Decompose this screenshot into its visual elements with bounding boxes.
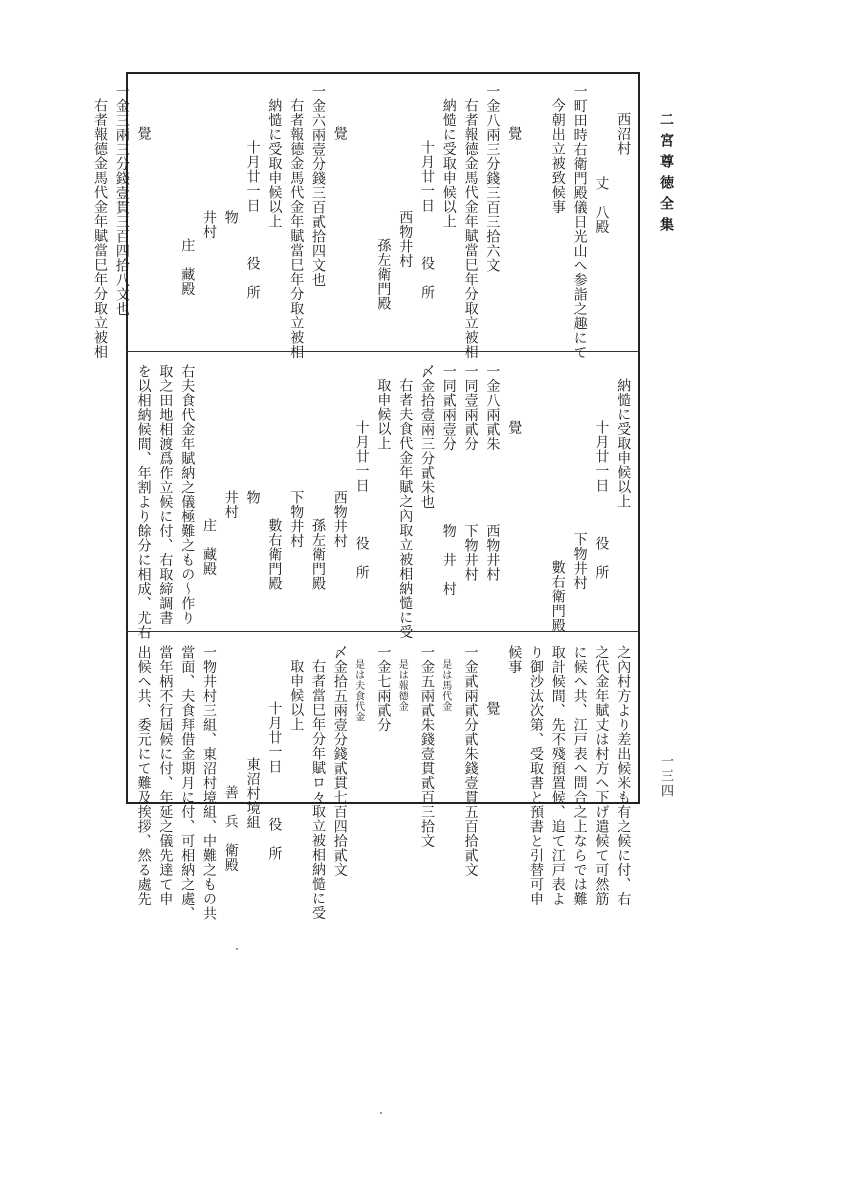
text-column: 右者報德金馬代金年賦當巳年分取立被相 [462, 98, 479, 359]
text-column: 一町田時右衛門殿儀日光山へ参詣之趣にて [571, 84, 588, 360]
text-column: 取申候以上 [375, 378, 392, 451]
text-column: 西沼村 [615, 112, 632, 156]
text-column: 十月廿一日 役 所 [353, 420, 370, 580]
text-column: 物 [244, 490, 261, 505]
text-column: 右者報德金馬代金年賦當巳年分取立被相 [288, 98, 305, 359]
text-column: 孫左衛門殿 [310, 518, 326, 591]
text-column: 今朝出立被致候事 [549, 98, 566, 214]
text-column: 右夫食代金年賦納之儀極難之もの〜作り [179, 364, 196, 625]
text-column: 一同壹兩貳分 下物井村 [462, 364, 479, 582]
text-column: 一金三兩三分錢壹貫三百四拾八文也 [113, 84, 130, 316]
text-column: 是は馬代金 [439, 659, 451, 712]
text-column: 井村 [222, 490, 239, 519]
text-column: を以相納候間、年割より餘分に相成、尤右 [135, 364, 152, 640]
text-column: 一金八兩貳朱 西物井村 [484, 364, 501, 582]
text-column: 出候へ共、委元にて難及挨拶、然る處先 [135, 645, 152, 906]
section-upper [92, 76, 638, 360]
text-column: 右者報德金馬代金年賦當巳年分取立被相 [92, 98, 108, 359]
text-column: 納慥に受取申候以上 [266, 98, 283, 229]
text-column: 之代金年賦丈は村方へ下げ遣候て可然筋 [593, 645, 610, 906]
text-column: 物 [222, 210, 239, 225]
text-column: り御沙汰次第、受取書と預書と引替可申 [528, 645, 544, 906]
text-column: 東沼村境組 [244, 757, 261, 830]
text-column: 庄 藏殿 [179, 238, 196, 296]
text-column: 十月廿一日 役 所 [266, 701, 283, 861]
scan-speck [380, 1112, 382, 1114]
text-column: 是は報德金 [396, 659, 408, 712]
text-column: 取申候以上 [288, 659, 305, 732]
text-column: 數右衛門殿 [266, 518, 283, 591]
text-column: 數右衛門殿 [549, 560, 566, 633]
text-column: 一同貳兩壹分 物 井 村 [440, 364, 457, 596]
text-column: 取計候間、先不殘預置候、追て江戸表よ [549, 645, 566, 906]
text-column: 一金五兩貳朱錢壹貫貳百三拾文 [419, 645, 435, 848]
section-middle [128, 356, 638, 640]
scan-speck [236, 948, 238, 950]
text-column: 丈 八殿 [593, 176, 610, 234]
text-column: 納慥に受取申候以上 [440, 98, 457, 229]
text-column: 下物井村 [288, 490, 305, 548]
text-column: 〆金拾壹兩三分貳朱也 [419, 364, 435, 509]
text-column: 一金七兩貳分 [375, 645, 392, 732]
text-column: 善 兵 衛殿 [222, 785, 239, 872]
text-column: 下物井村 [571, 532, 588, 590]
text-column: 覺 [484, 701, 501, 716]
running-title: 二宮尊徳全集 [658, 112, 674, 238]
section-divider-1 [126, 351, 640, 352]
text-column: 十月廿一日 役 所 [593, 420, 610, 580]
text-column: に候へ共、江戸表へ問合之上ならでは難 [571, 645, 588, 906]
text-column: 右者夫食代金年賦之內取立被相納慥に受 [397, 378, 414, 639]
text-column: 右者當巳年分年賦ロ々取立被相納慥に受 [310, 659, 326, 920]
text-column: 當年柄不行屆候に付、年延之儀先達て申 [157, 645, 174, 906]
text-column: 〆金拾五兩壹分錢貳貫七百四拾貳文 [331, 645, 348, 877]
text-column: 當面、夫食拜借金期月に付、可相納之處、 [179, 645, 196, 921]
text-column: 庄 藏殿 [201, 518, 217, 576]
text-column: 一金八兩三分錢三百三拾六文 [484, 84, 501, 273]
text-column: 一物井村三組、東沼村境組、中難之もの共 [201, 645, 217, 921]
text-column: 之內村方より差出候米も有之候に付、右 [615, 645, 632, 906]
text-column: 覺 [331, 126, 348, 141]
text-column: 西物井村 [331, 490, 348, 548]
text-column: 十月廿一日 役 所 [244, 140, 261, 300]
text-column: 孫左衛門殿 [375, 238, 392, 311]
text-column: 覺 [135, 126, 152, 141]
text-column: 是は夫食代金 [352, 659, 364, 722]
text-column: 西物井村 [397, 210, 414, 268]
page-number: 一三四 [658, 754, 673, 799]
text-column: 取之田地相渡爲作立候に付、右取締調書 [157, 364, 174, 625]
text-column: 井村 [201, 210, 217, 239]
text-column: 一金六兩壹分錢三百貳拾四文也 [310, 84, 326, 287]
text-column: 覺 [506, 126, 523, 141]
text-column: 納慥に受取申候以上 [615, 378, 632, 509]
text-column: 十月廿一日 役 所 [419, 140, 435, 300]
text-column: 覺 [506, 420, 523, 435]
text-column: 候事 [506, 645, 523, 674]
text-column: 一金貳兩貳分貳朱錢壹貫五百拾貳文 [462, 645, 479, 877]
section-lower [128, 637, 638, 921]
